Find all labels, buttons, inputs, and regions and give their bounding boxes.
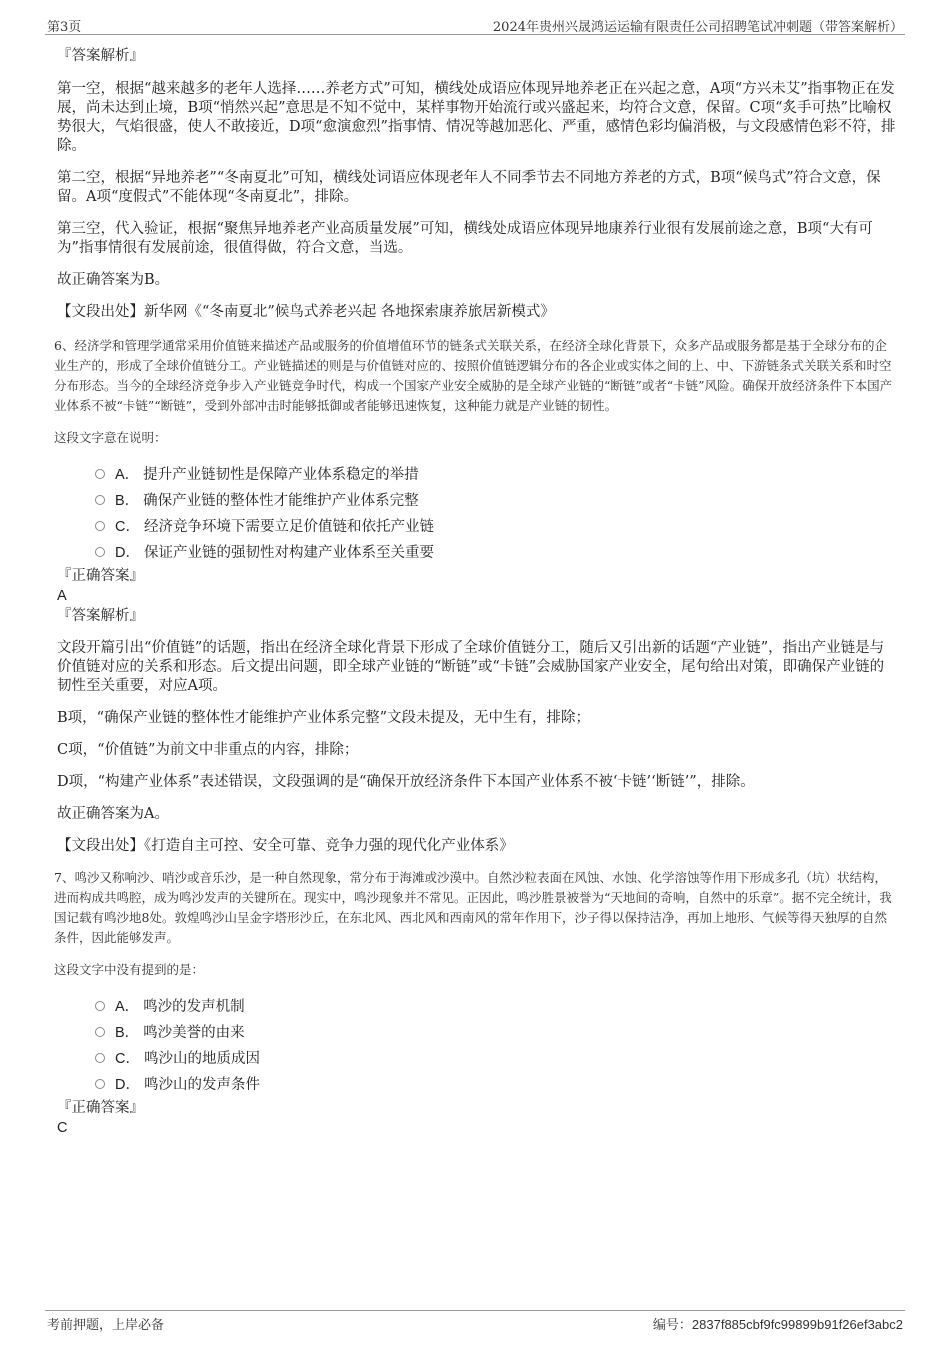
- option-text: 鸣沙山的地质成因: [143, 1050, 260, 1067]
- q6-prompt: 这段文字意在说明：: [54, 430, 167, 445]
- radio-icon[interactable]: [95, 1079, 105, 1089]
- q5-analysis-para1: 第一空，根据“越来越多的老年人选择……养老方式”可知，横线处成语应体现异地养老正在兴起之意，A项“方兴未艾”指事物正在发展，尚未达到止境，B项“悄然兴起”意思是不知不觉中，某样事物开始流行或兴盛起来，均符合文意，保留。C项“炙手可热”比喻权势很大，气焰很盛，使人不敢接近，D项“愈演愈烈”指事情、情况等越加恶化、严重，感情色彩均偏消极，与文段感情色彩不符，排除。: [57, 81, 896, 154]
- option-letter: D．: [115, 544, 140, 561]
- footer-slogan: 考前押题，上岸必备: [47, 1318, 165, 1333]
- q7-options: [95, 992, 897, 1096]
- option-text: 经济竞争环境下需要立足价值链和依托产业链: [143, 518, 434, 535]
- q6-answer: A: [57, 588, 67, 604]
- q6-conclusion: 故正确答案为A。: [57, 806, 169, 822]
- q6-analysis-para1: 文段开篇引出“价值链”的话题，指出在经济全球化背景下形成了全球价值链分工，随后又引出新的话题“产业链”，指出产业链是与价值链对应的关系和形态。后文提出问题，即全球产业链的“断链”或“卡链”会威胁国家产业安全，尾句给出对策，即确保产业链的韧性至关重要，对应A项。: [57, 640, 885, 694]
- option-letter: B．: [115, 1024, 140, 1041]
- option-letter: A．: [115, 466, 140, 483]
- document-title: 2024年贵州兴晟鸿运运输有限责任公司招聘笔试冲刺题（带答案解析）: [492, 20, 903, 35]
- q7-answer-heading: 『正确答案』: [57, 1100, 144, 1116]
- q6-options: [95, 460, 897, 564]
- radio-icon[interactable]: [95, 469, 105, 479]
- document-id: 编号：2837f885cbf9fc99899b91f26ef3abc2: [652, 1317, 903, 1332]
- q7-stem: 7、鸣沙又称响沙、哨沙或音乐沙，是一种自然现象，常分布于海滩或沙漠中。自然沙粒表面在风蚀、水蚀、化学溶蚀等作用下形成多孔（坑）状结构，进而构成共鸣腔，成为鸣沙发声的关键所在。现实中，鸣沙现象并不常见。正因此，鸣沙胜景被誉为“天地间的奇响，自然中的乐章”。据不完全统计，我国记载有鸣沙地8处。敦煌鸣沙山呈金字塔形沙丘，在东北风、西北风和西南风的常年作用下，沙子得以保持洁净，再加上地形、气候等得天独厚的自然条件，因此能够发声。: [54, 870, 892, 945]
- q7-option-c[interactable]: [95, 1044, 897, 1070]
- q6-analysis-para3: C项，“价值链”为前文中非重点的内容，排除；: [57, 742, 359, 758]
- q7-prompt: 这段文字中没有提到的是：: [54, 962, 205, 977]
- radio-icon[interactable]: [95, 547, 105, 557]
- q6-option-b[interactable]: [95, 486, 897, 512]
- q7-option-a[interactable]: [95, 992, 897, 1018]
- radio-icon[interactable]: [95, 1053, 105, 1063]
- radio-icon[interactable]: [95, 1001, 105, 1011]
- q5-conclusion: 故正确答案为B。: [57, 272, 170, 288]
- page-header: [45, 14, 905, 35]
- q6-option-a[interactable]: [95, 460, 897, 486]
- page-number: 第3页: [47, 20, 82, 35]
- q6-option-d[interactable]: [95, 538, 897, 564]
- q6-analysis-para4: D项，“构建产业体系”表述错误，文段强调的是“确保开放经济条件下本国产业体系不被‘卡链’‘断链’”，排除。: [57, 774, 755, 790]
- q7-option-b[interactable]: [95, 1018, 897, 1044]
- q6-stem: 6、经济学和管理学通常采用价值链来描述产品或服务的价值增值环节的链条式关联关系，在经济全球化背景下，众多产品或服务都是基于全球分布的企业生产的，形成了全球价值链分工。产业链描述的则是与价值链对应的、按照价值链逻辑分布的各企业或实体之间的上、中、下游链条式关联关系和时空分布形态。当今的全球经济竞争步入产业链竞争时代，构成一个国家产业安全威胁的是全球产业链的“断链”或者“卡链”风险。确保开放经济条件下本国产业体系不被“卡链”“断链”，受到外部冲击时能够抵御或者能够迅速恢复，这种能力就是产业链的韧性。: [54, 338, 893, 413]
- q5-analysis-para3: 第三空，代入验证，根据“聚焦异地养老产业高质量发展”可知，横线处成语应体现异地康养行业很有发展前途之意，B项“大有可为”指事情很有发展前途，很值得做，符合文意，当选。: [57, 221, 873, 256]
- radio-icon[interactable]: [95, 521, 105, 531]
- q6-option-c[interactable]: [95, 512, 897, 538]
- option-letter: C．: [115, 518, 140, 535]
- option-text: 确保产业链的整体性才能维护产业体系完整: [143, 492, 419, 509]
- option-text: 提升产业链韧性是保障产业体系稳定的举措: [143, 466, 419, 483]
- page-content: [54, 46, 897, 1138]
- radio-icon[interactable]: [95, 1027, 105, 1037]
- q6-analysis-para2: B项，“确保产业链的整体性才能维护产业体系完整”文段未提及，无中生有，排除；: [57, 710, 590, 726]
- option-letter: B．: [115, 492, 140, 509]
- option-letter: C．: [115, 1050, 140, 1067]
- radio-icon[interactable]: [95, 495, 105, 505]
- option-letter: D．: [115, 1076, 140, 1093]
- q6-answer-heading: 『正确答案』: [57, 568, 144, 584]
- q6-analysis-heading: 『答案解析』: [57, 608, 144, 624]
- q7-answer: C: [57, 1120, 68, 1136]
- option-text: 鸣沙的发声机制: [143, 998, 245, 1015]
- option-text: 保证产业链的强韧性对构建产业体系至关重要: [143, 544, 434, 561]
- q5-source: 【文段出处】新华网《“冬南夏北”候鸟式养老兴起 各地探索康养旅居新模式》: [57, 304, 555, 320]
- option-letter: A．: [115, 998, 140, 1015]
- option-text: 鸣沙山的发声条件: [143, 1076, 260, 1093]
- q5-analysis-heading: 『答案解析』: [57, 48, 144, 64]
- q6-source: 【文段出处】《打造自主可控、安全可靠、竞争力强的现代化产业体系》: [57, 838, 514, 854]
- option-text: 鸣沙美誉的由来: [143, 1024, 245, 1041]
- page-footer: [45, 1310, 905, 1333]
- q7-option-d[interactable]: [95, 1070, 897, 1096]
- q5-analysis-para2: 第二空，根据“异地养老”“冬南夏北”可知，横线处词语应体现老年人不同季节去不同地方养老的方式，B项“候鸟式”符合文意，保留。A项“度假式”不能体现“冬南夏北”，排除。: [57, 170, 881, 205]
